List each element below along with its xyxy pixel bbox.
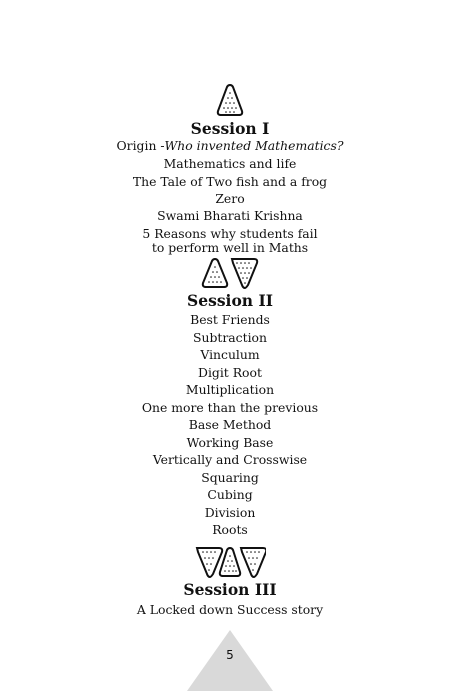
list-item: Subtraction: [192, 330, 267, 345]
list-item: Vinculum: [200, 347, 260, 362]
list-item: Vertically and Crosswise: [152, 452, 308, 467]
list-item: Zero: [215, 191, 245, 206]
list-item: Swami Bharati Krishna: [157, 208, 303, 223]
list-item-line-2: to perform well in Maths: [151, 240, 309, 255]
list-item: Multiplication: [185, 382, 275, 397]
samosa-triangle-icon: [216, 83, 244, 117]
list-item: A Locked down Success story: [136, 602, 324, 617]
samosa-trio-icon: [194, 546, 266, 578]
origin-prefix: Origin -: [116, 138, 165, 153]
ornament-session-2: [0, 257, 460, 289]
list-item: Digit Root: [198, 365, 262, 380]
session-3-title: Session III: [183, 580, 277, 599]
list-item: Mathematics and life: [163, 156, 297, 171]
list-item: Best Friends: [190, 312, 270, 327]
list-item-line-1: 5 Reasons why students fail: [142, 226, 318, 241]
session-1-title: Session I: [190, 119, 270, 138]
list-item: One more than the previous: [141, 400, 319, 415]
list-item: Roots: [212, 522, 248, 537]
samosa-pair-icon: [201, 257, 259, 289]
list-item: Squaring: [201, 470, 259, 485]
list-item: Division: [204, 505, 256, 520]
list-item: Cubing: [207, 487, 253, 502]
ornament-session-3: [0, 546, 460, 578]
session-2-title: Session II: [187, 291, 273, 310]
origin-question: Who invented Mathematics?: [164, 138, 344, 153]
list-item: Base Method: [188, 417, 272, 432]
ornament-session-1: [0, 83, 460, 117]
page-number: 5: [226, 648, 234, 662]
list-item: Working Base: [186, 435, 274, 450]
list-item: The Tale of Two fish and a frog: [132, 174, 328, 189]
session-1-origin: [0, 138, 460, 153]
